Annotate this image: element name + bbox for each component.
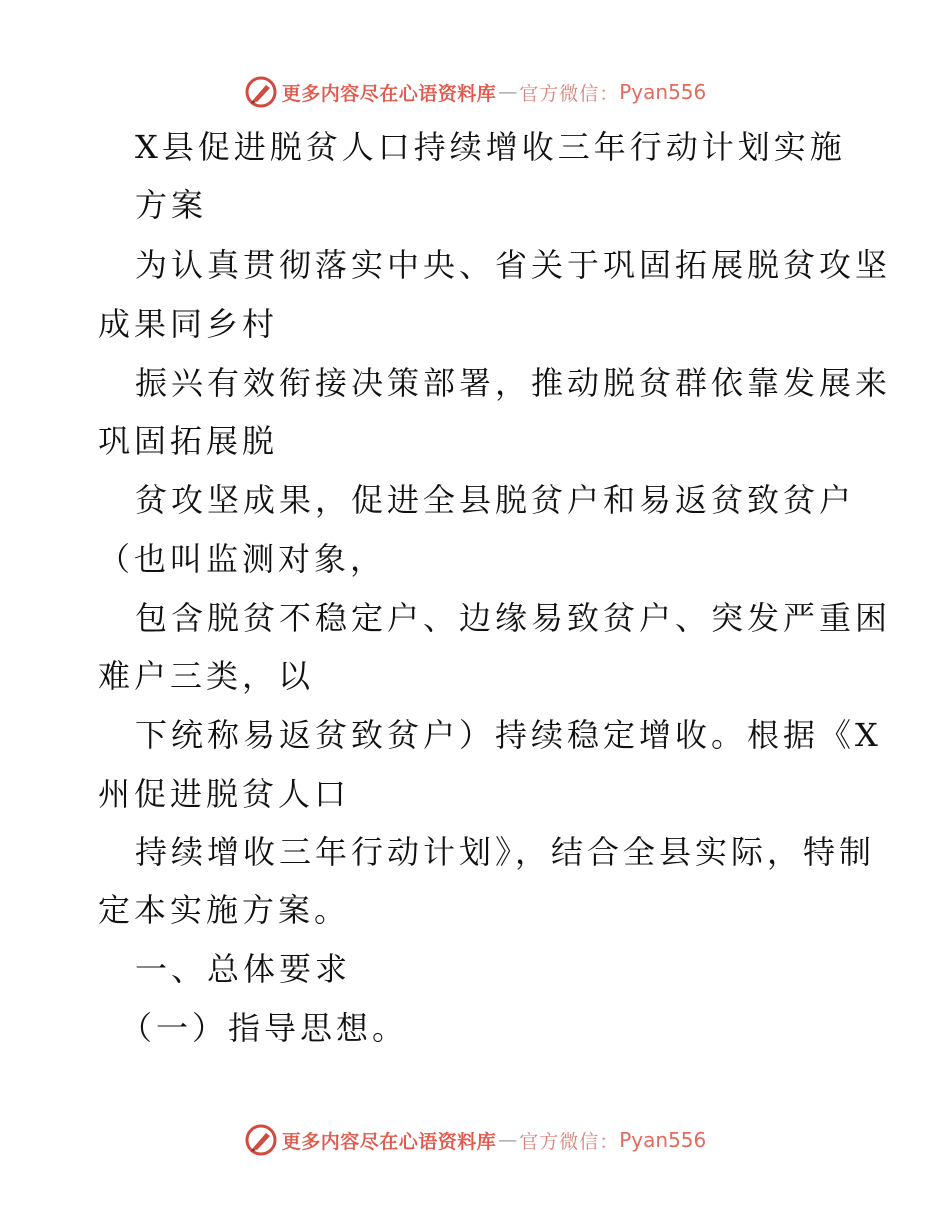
paragraph-line: 难户三类，以 [98, 657, 315, 695]
pen-logo-icon [244, 75, 278, 109]
banner-account-id: Pyan556 [619, 1128, 707, 1152]
section-heading: 一、总体要求 [135, 950, 352, 988]
paragraph-line: 包含脱贫不稳定户、边缘易致贫户、突发严重困 [135, 599, 892, 637]
paragraph-line: 下统称易返贫致贫户）持续稳定增收。根据《X [135, 716, 882, 754]
footer-watermark-banner [0, 1120, 950, 1160]
paragraph-line: 持续增收三年行动计划》，结合全县实际，特制 [135, 833, 876, 871]
paragraph-line: 定本实施方案。 [98, 891, 351, 929]
document-title-line-1: X县促进脱贫人口持续增收三年行动计划实施 [135, 128, 846, 166]
subsection-heading: （一）指导思想。 [120, 1009, 409, 1047]
paragraph-line: 振兴有效衔接决策部署，推动脱贫群依靠发展来 [135, 364, 892, 402]
pen-logo-icon [244, 1123, 278, 1157]
banner-account-label: 官方微信： [519, 1130, 620, 1153]
header-watermark-banner [0, 72, 950, 112]
paragraph-line: 成果同乡村 [98, 305, 279, 343]
paragraph-line: 贫攻坚成果，促进全县脱贫户和易返贫致贫户 [135, 481, 856, 519]
paragraph-line: 巩固拓展脱 [98, 422, 279, 460]
paragraph-line: 为认真贯彻落实中央、省关于巩固拓展脱贫攻坚 [135, 246, 892, 284]
paragraph-line: （也叫监测对象， [98, 540, 387, 578]
paragraph-line: 州促进脱贫人口 [98, 775, 351, 813]
banner-separator: — [498, 81, 518, 103]
document-title-line-2: 方案 [135, 186, 208, 224]
banner-account-label: 官方微信： [519, 82, 620, 105]
banner-account-id: Pyan556 [619, 80, 707, 104]
banner-brand-text: 更多内容尽在心语资料库 [281, 1130, 497, 1153]
banner-separator: — [498, 1129, 518, 1151]
banner-brand-text: 更多内容尽在心语资料库 [281, 82, 497, 105]
